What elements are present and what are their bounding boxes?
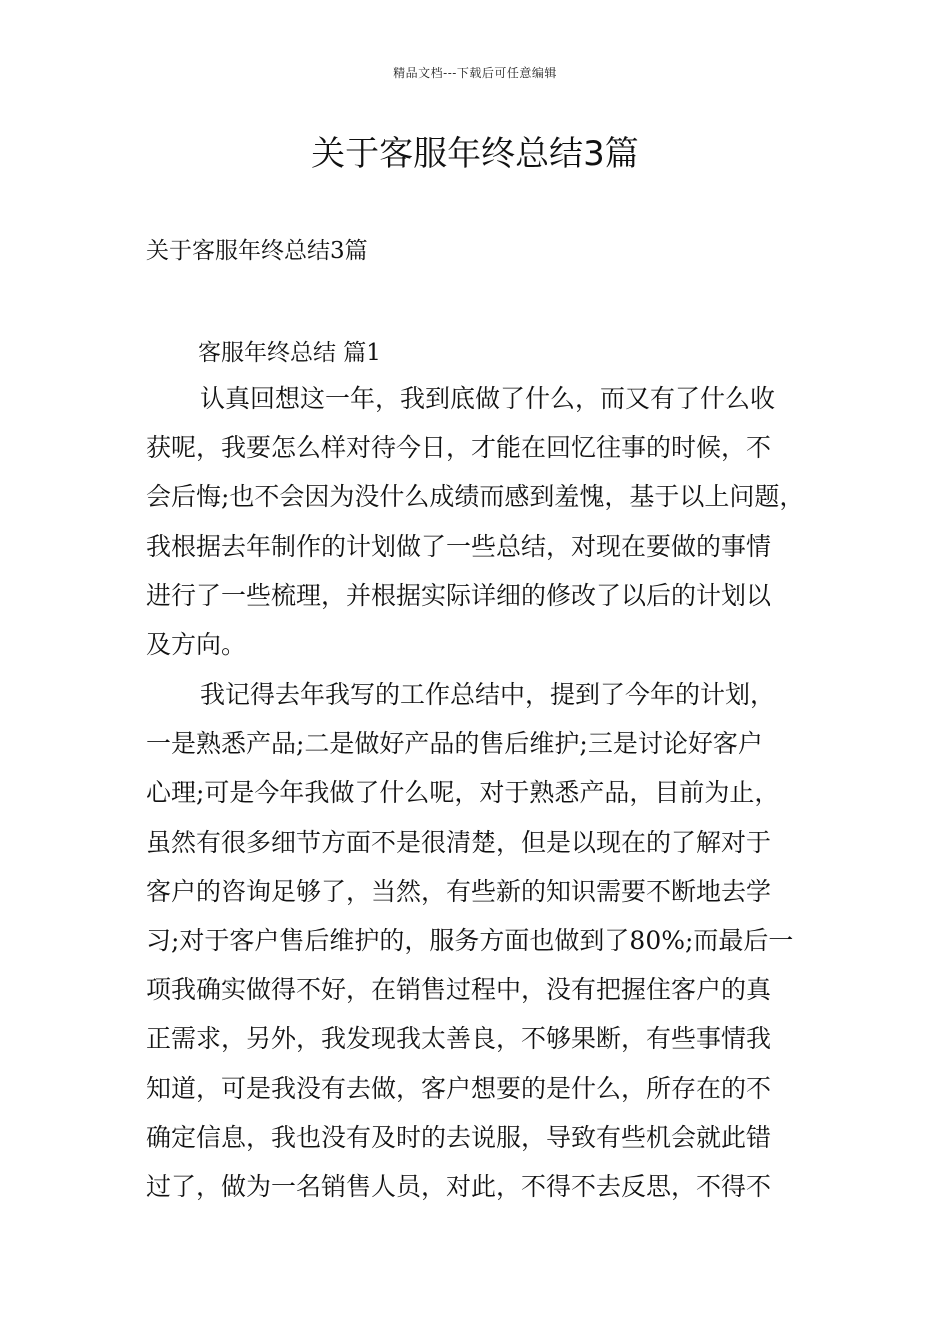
- paragraph-line: 我根据去年制作的计划做了一些总结，对现在要做的事情: [146, 531, 772, 561]
- paragraph-line: 确定信息，我也没有及时的去说服，导致有些机会就此错: [146, 1122, 772, 1152]
- paragraph-line: 我记得去年我写的工作总结中，提到了今年的计划，: [200, 680, 776, 709]
- paragraph-2: [146, 670, 806, 1211]
- paragraph-line: 虽然有很多细节方面不是很清楚，但是以现在的了解对于: [146, 827, 772, 857]
- paragraph-line: 获呢，我要怎么样对待今日，才能在回忆往事的时候，不: [146, 433, 772, 463]
- document-subtitle: 关于客服年终总结3篇: [146, 238, 368, 264]
- document-title: 关于客服年终总结3篇: [311, 134, 639, 174]
- paragraph-line: 正需求，另外，我发现我太善良，不够果断，有些事情我: [146, 1024, 772, 1054]
- paragraph-line: 一是熟悉产品;二是做好产品的售后维护;三是讨论好客户: [146, 729, 763, 759]
- paragraph-line: 心理;可是今年我做了什么呢，对于熟悉产品，目前为止，: [146, 778, 780, 808]
- paragraph-line: 认真回想这一年，我到底做了什么，而又有了什么收: [200, 384, 776, 413]
- paragraph-line: 习;对于客户售后维护的，服务方面也做到了80%;而最后一: [146, 925, 794, 955]
- section-heading: 客服年终总结 篇1: [198, 340, 381, 366]
- header-note: 精品文档---下载后可任意编辑: [393, 66, 557, 80]
- paragraph-line: 客户的咨询足够了，当然，有些新的知识需要不断地去学: [146, 876, 772, 906]
- paragraph-line: 及方向。: [146, 629, 247, 659]
- paragraph-1: [146, 374, 806, 669]
- paragraph-line: 项我确实做得不好，在销售过程中，没有把握住客户的真: [146, 975, 772, 1005]
- paragraph-line: 进行了一些梳理，并根据实际详细的修改了以后的计划以: [146, 580, 772, 610]
- paragraph-line: 知道，可是我没有去做，客户想要的是什么，所存在的不: [146, 1073, 772, 1103]
- paragraph-line: 会后悔;也不会因为没什么成绩而感到羞愧，基于以上问题，: [146, 482, 805, 512]
- paragraph-line: 过了，做为一名销售人员，对此，不得不去反思，不得不: [146, 1171, 772, 1201]
